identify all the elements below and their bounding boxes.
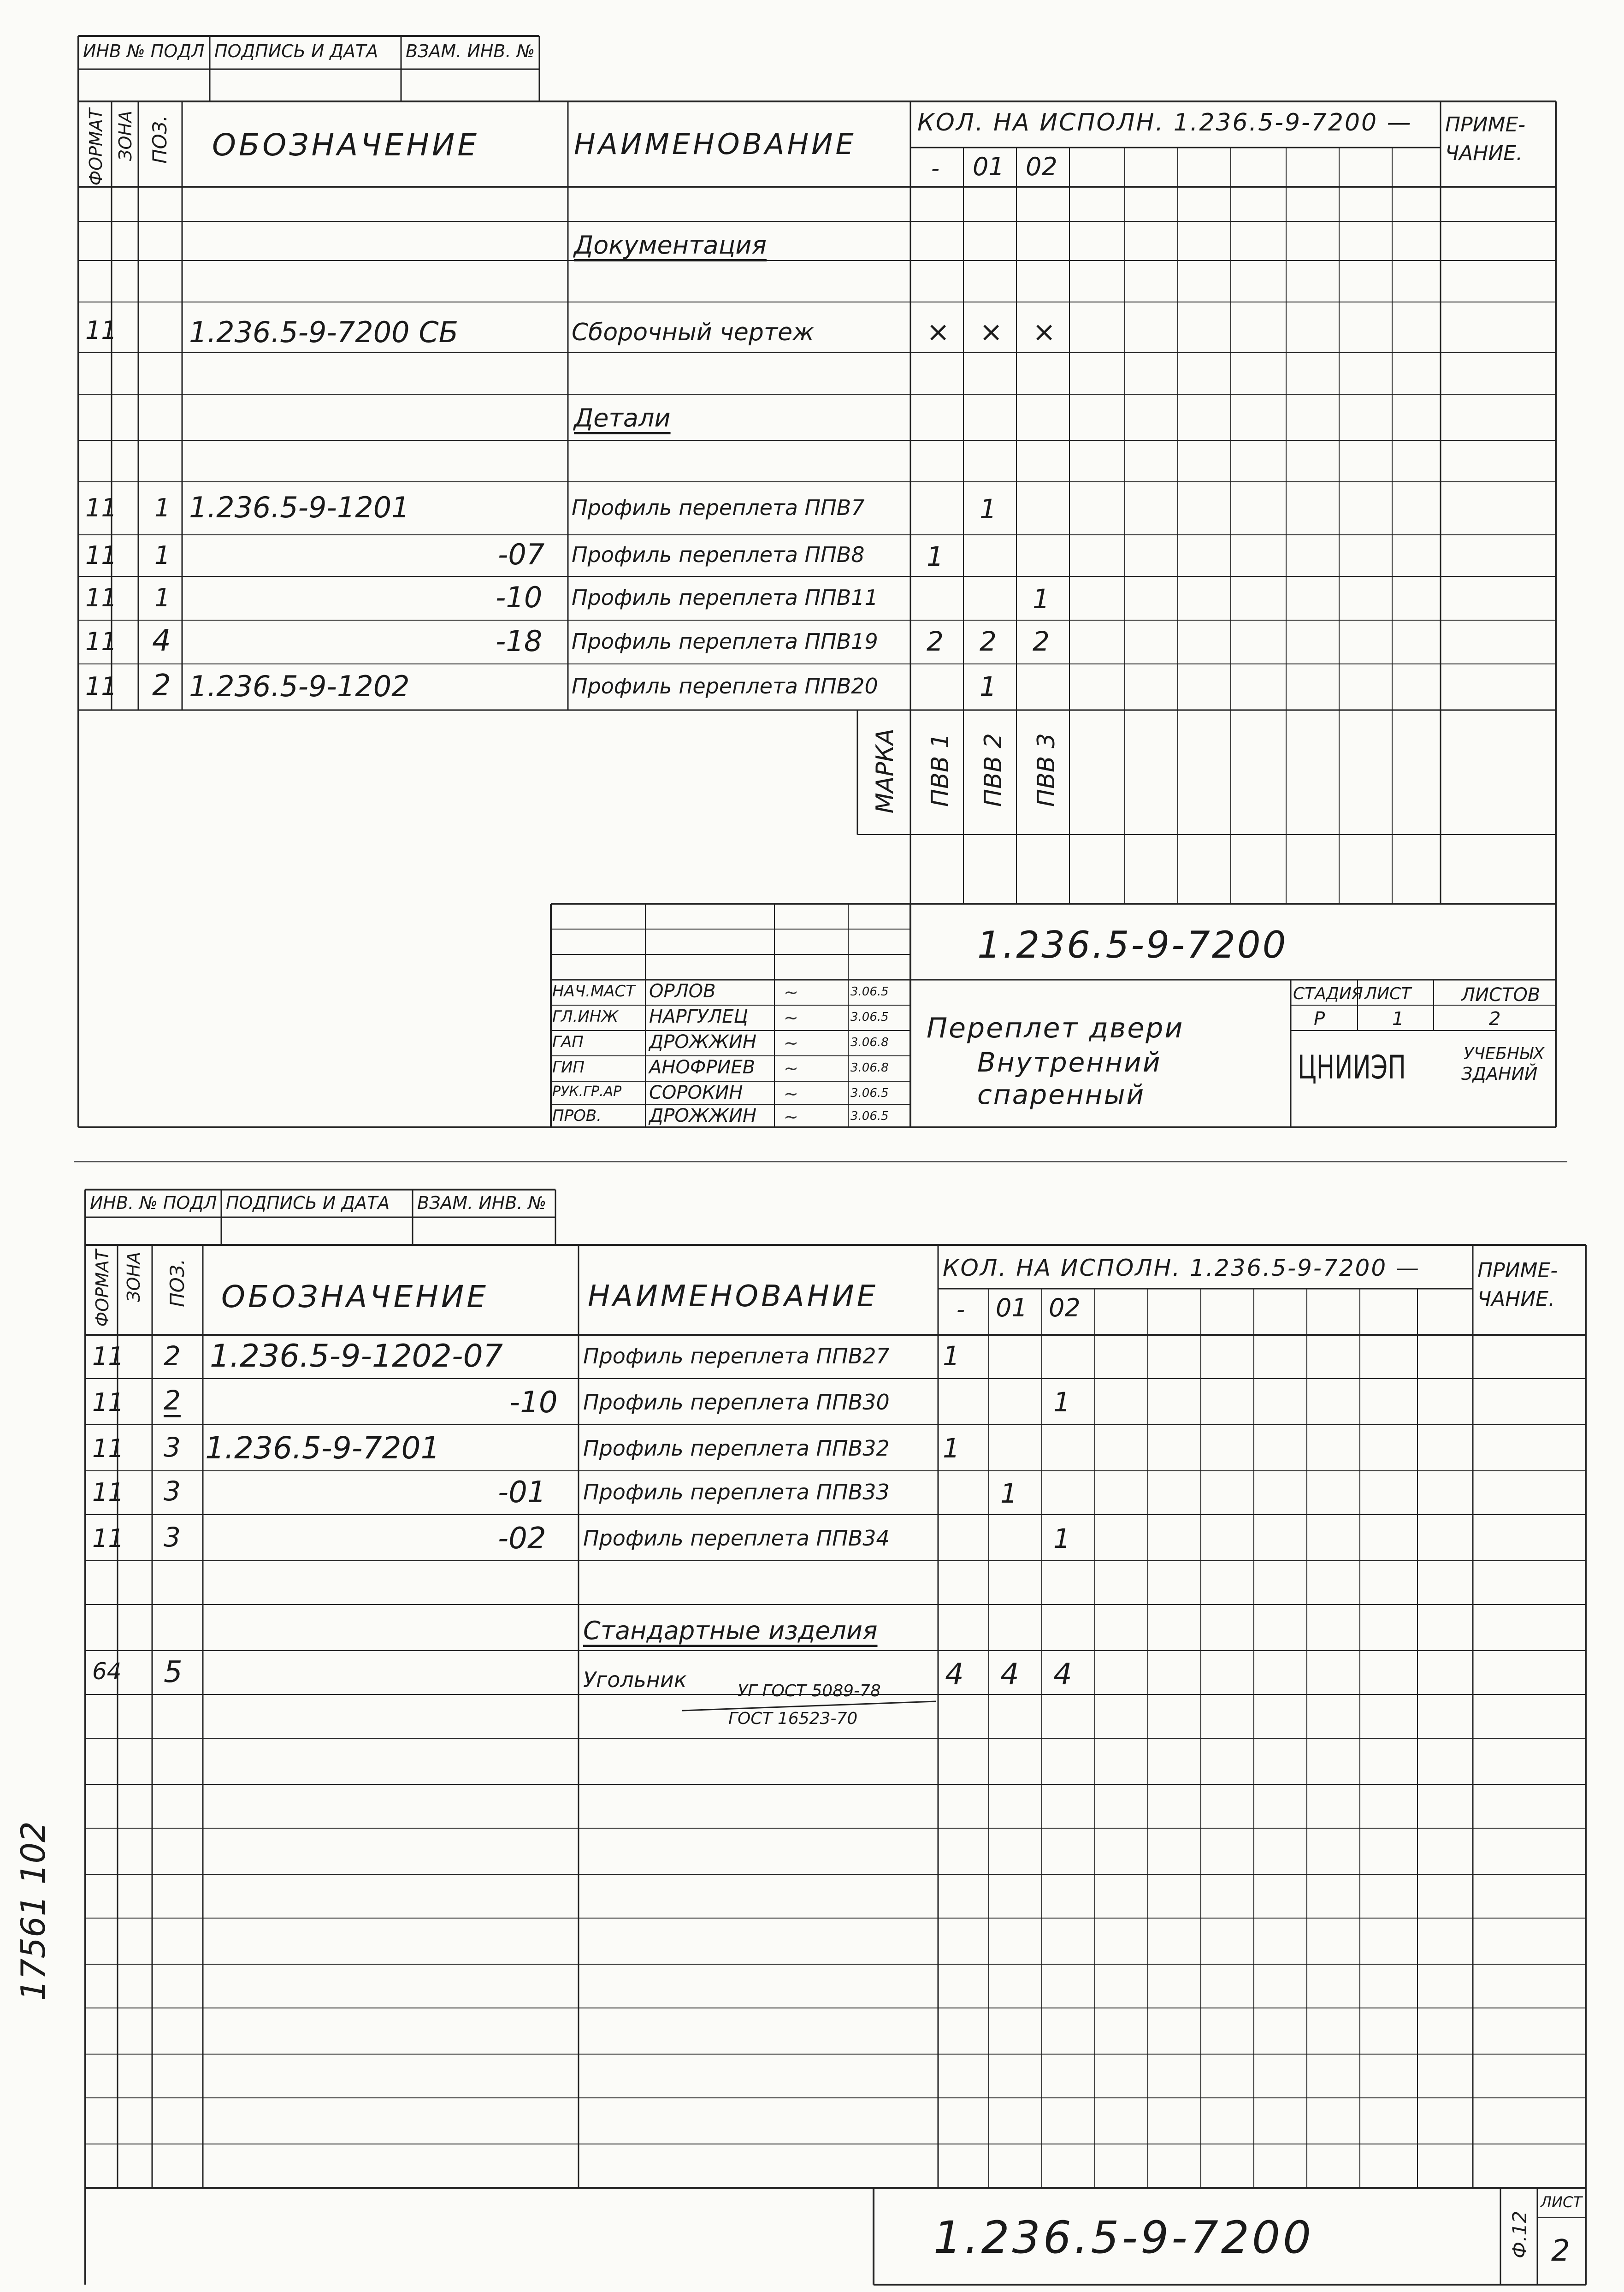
vzam-inv-label-2: ВЗАМ. ИНВ. № [417, 1193, 547, 1213]
row-q1: 4 [1000, 1658, 1019, 1692]
row-format: 11 [92, 1524, 124, 1553]
person: НАРГУЛЕЦ [649, 1006, 748, 1027]
person: АНОФРИЕВ [649, 1057, 756, 1078]
col-format-header-2: ФОРМАТ [92, 1250, 112, 1327]
col-exec-1-2: 01 [996, 1293, 1028, 1322]
role: ГАП [552, 1033, 584, 1051]
row-q0: 1 [943, 1340, 960, 1372]
row-name: Профиль переплета ППВ11 [572, 585, 878, 610]
person: СОРОКИН [649, 1082, 743, 1103]
role: НАЧ.МАСТ [552, 982, 636, 1001]
row-q1: 1 [980, 493, 997, 525]
row-poz: 1 [154, 583, 171, 612]
org-sub-2: ЗДАНИЙ [1461, 1064, 1538, 1084]
signature-1: ~ [784, 1007, 798, 1028]
row-q2: × [1033, 316, 1056, 348]
date: 3.06.5 [850, 985, 889, 999]
col-poz-header-2: ПОЗ. [166, 1259, 189, 1307]
row-code: 1.236.5-9-1202 [189, 669, 410, 703]
row-name: Сборочный чертеж [572, 319, 814, 346]
col-exec-2-2: 02 [1049, 1293, 1081, 1322]
date: 3.06.8 [850, 1061, 889, 1075]
signature-2: ~ [784, 1033, 798, 1053]
row-name: Профиль переплета ППВ7 [572, 495, 865, 520]
podpis-data-label: ПОДПИСЬ И ДАТА [214, 41, 378, 61]
row-poz: 2 [164, 1340, 181, 1372]
row-code: -07 [498, 538, 545, 571]
signature-4: ~ [784, 1084, 798, 1104]
marka-label: МАРКА [871, 728, 899, 814]
role: ПРОВ. [552, 1107, 602, 1125]
col-zona-header-2: ЗОНА [124, 1252, 144, 1302]
row-q1: × [980, 316, 1003, 348]
signature-0: ~ [784, 982, 798, 1002]
row-name: Профиль переплета ППВ33 [583, 1480, 890, 1504]
list-value: 1 [1392, 1008, 1404, 1030]
row-code: 1.236.5-9-7200 СБ [189, 315, 459, 349]
row-q0: 4 [945, 1658, 964, 1692]
row-poz: 3 [164, 1432, 181, 1463]
col-exec-0: - [931, 155, 940, 182]
col-kol-header: КОЛ. НА ИСПОЛН. 1.236.5-9-7200 — [917, 109, 1412, 136]
date: 3.06.5 [850, 1109, 889, 1123]
person: ОРЛОВ [649, 981, 716, 1002]
row-name: Профиль переплета ППВ19 [572, 629, 878, 654]
row-q0: 1 [927, 541, 944, 572]
stadia-value: Р [1314, 1008, 1325, 1030]
footer-doc-number: 1.236.5-9-7200 [933, 2212, 1314, 2263]
col-prim-header: ПРИМЕ-ЧАНИЕ. [1445, 113, 1526, 165]
col-exec-1: 01 [973, 152, 1004, 181]
row-poz: 2 [164, 1385, 181, 1416]
row-q2: 4 [1053, 1658, 1072, 1692]
spec-sheet-2 [0, 1180, 1624, 2292]
col-naimenovanie-header-2: НАИМЕНОВАНИЕ [588, 1279, 879, 1314]
sheet-separator [74, 1161, 1567, 1162]
row-q1: 1 [1000, 1478, 1017, 1509]
row-name: Профиль переплета ППВ27 [583, 1344, 890, 1368]
row-format: 11 [92, 1434, 124, 1463]
row-code: 1.236.5-9-1202-07 [210, 1338, 503, 1374]
org-sub-1: УЧЕБНЫХ [1464, 1044, 1545, 1063]
section-standard-items: Стандартные изделия [583, 1616, 878, 1645]
mark-2: ПВВ 2 [980, 733, 1007, 807]
row-format: 11 [85, 541, 117, 570]
title-line-2: Внутренний [977, 1047, 1162, 1078]
row-format: 11 [85, 672, 117, 701]
signature-3: ~ [784, 1058, 798, 1078]
row-q0: 2 [927, 626, 944, 657]
col-exec-2: 02 [1026, 152, 1057, 181]
title-line-1: Переплет двери [927, 1012, 1184, 1044]
row-name: Профиль переплета ППВ20 [572, 674, 878, 699]
row-poz: 1 [154, 541, 171, 570]
row-spec-bottom: ГОСТ 16523-70 [728, 1709, 858, 1728]
row-code: -10 [496, 580, 543, 614]
stadia-label: СТАДИЯ [1293, 984, 1363, 1003]
col-kol-header-2: КОЛ. НА ИСПОЛН. 1.236.5-9-7200 — [943, 1255, 1421, 1281]
row-format: 11 [92, 1478, 124, 1507]
role: ГИП [552, 1058, 585, 1077]
date: 3.06.5 [850, 1086, 889, 1100]
title-doc-number: 1.236.5-9-7200 [977, 924, 1288, 966]
col-poz-header: ПОЗ. [148, 115, 171, 164]
row-poz: 2 [152, 669, 171, 703]
footer-mark: Ф.12 [1508, 2211, 1531, 2258]
signature-5: ~ [784, 1107, 798, 1127]
row-q2: 1 [1053, 1523, 1070, 1554]
row-name: Профиль переплета ППВ34 [583, 1526, 890, 1551]
mark-1: ПВВ 1 [927, 733, 954, 807]
row-code: -01 [498, 1475, 546, 1510]
row-format: 11 [85, 493, 117, 522]
row-name: Профиль переплета ППВ30 [583, 1390, 890, 1415]
row-format: 64 [92, 1658, 122, 1685]
row-code: 1.236.5-9-1201 [189, 491, 410, 524]
row-code: -02 [498, 1522, 546, 1556]
col-naimenovanie-header: НАИМЕНОВАНИЕ [574, 127, 856, 161]
org-name: ЦНИИЭП [1298, 1048, 1406, 1086]
listov-value: 2 [1489, 1008, 1501, 1030]
row-q2: 2 [1033, 626, 1050, 657]
role: ГЛ.ИНЖ [552, 1007, 618, 1026]
section-details: Детали [574, 403, 671, 432]
row-q0: × [927, 316, 950, 348]
row-format: 11 [85, 316, 117, 345]
inv-podl-label: ИНВ № ПОДЛ [83, 41, 205, 61]
row-format: 11 [85, 583, 117, 612]
row-q1: 1 [980, 671, 997, 702]
row-format: 11 [85, 627, 117, 656]
title-line-3: спаренный [977, 1079, 1146, 1110]
row-name: Угольник [583, 1667, 687, 1692]
row-spec-top: УГ ГОСТ 5089-78 [738, 1682, 881, 1700]
col-oboznachenie-header-2: ОБОЗНАЧЕНИЕ [221, 1279, 489, 1315]
person: ДРОЖЖИН [649, 1031, 757, 1053]
row-poz: 1 [154, 493, 171, 522]
podpis-data-label-2: ПОДПИСЬ И ДАТА [226, 1193, 390, 1213]
date: 3.06.8 [850, 1036, 889, 1049]
row-q0: 1 [943, 1433, 960, 1464]
col-oboznachenie-header: ОБОЗНАЧЕНИЕ [212, 127, 479, 163]
row-format: 11 [92, 1388, 124, 1417]
row-code: -10 [509, 1386, 558, 1420]
row-code: -18 [496, 624, 543, 658]
row-q2: 1 [1033, 583, 1050, 615]
vzam-inv-label: ВЗАМ. ИНВ. № [406, 41, 535, 61]
footer-list-value: 2 [1551, 2234, 1570, 2268]
col-zona-header: ЗОНА [115, 111, 136, 161]
row-name: Профиль переплета ППВ32 [583, 1436, 890, 1461]
col-prim-header-2: ПРИМЕ-ЧАНИЕ. [1477, 1259, 1558, 1311]
footer-list-label: ЛИСТ [1541, 2193, 1582, 2211]
listov-label: ЛИСТОВ [1461, 984, 1541, 1006]
row-q2: 1 [1053, 1386, 1070, 1418]
row-format: 11 [92, 1342, 124, 1371]
row-poz: 4 [152, 624, 171, 658]
role: РУК.ГР.АР [552, 1084, 622, 1100]
section-documentation: Документация [574, 231, 767, 260]
date: 3.06.5 [850, 1010, 889, 1024]
list-label: ЛИСТ [1364, 984, 1411, 1003]
side-archive-number: 17561 102 [14, 1821, 53, 2001]
col-exec-0-2: - [957, 1296, 965, 1323]
row-q1: 2 [980, 626, 997, 657]
row-poz: 3 [164, 1522, 181, 1553]
row-poz: 3 [164, 1475, 181, 1507]
row-name: Профиль переплета ППВ8 [572, 542, 865, 567]
row-code: 1.236.5-9-7201 [205, 1430, 440, 1466]
col-format-header: ФОРМАТ [86, 108, 106, 186]
mark-3: ПВВ 3 [1033, 733, 1060, 807]
person: ДРОЖЖИН [649, 1105, 757, 1126]
inv-podl-label-2: ИНВ. № ПОДЛ [90, 1193, 217, 1213]
row-poz: 5 [164, 1655, 183, 1689]
